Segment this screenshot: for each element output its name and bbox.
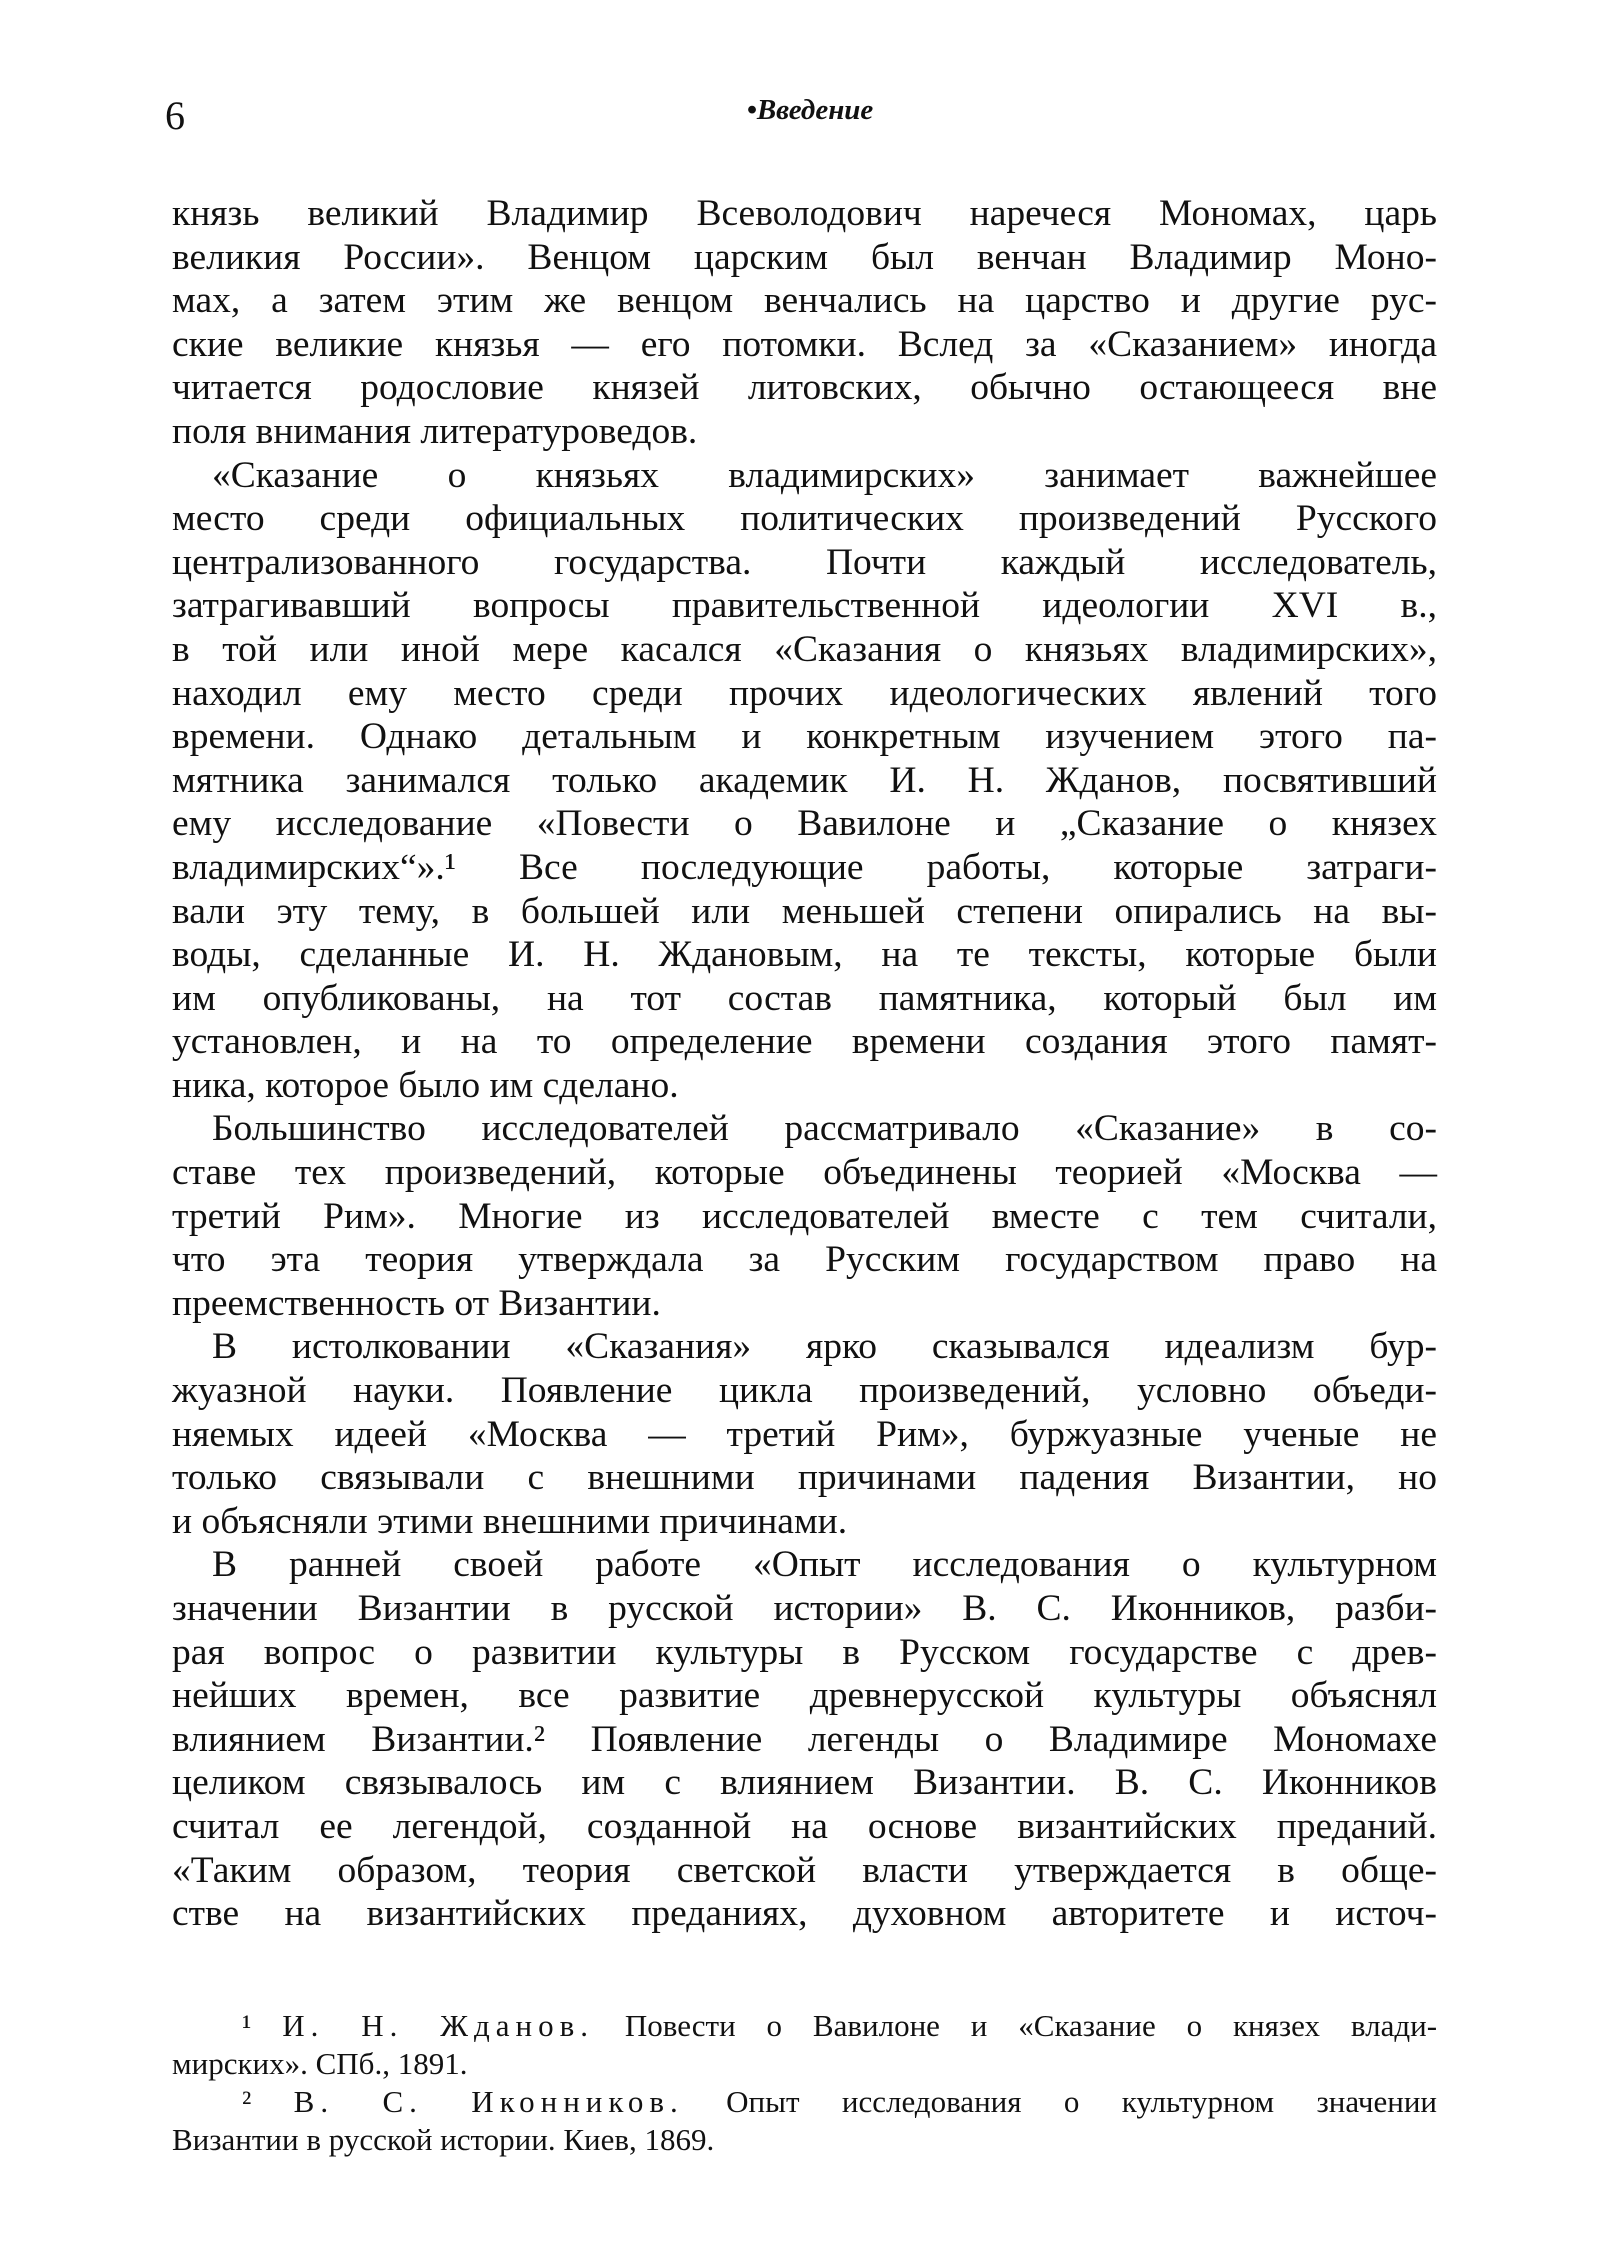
text-line: В ранней своей работе «Опыт исследования о культурном (212, 1544, 1437, 1586)
text-line: В истолковании «Сказания» ярко сказывался идеализм бур- (212, 1326, 1437, 1368)
running-head: •Введение (746, 94, 874, 126)
footnote-1 (172, 2007, 1437, 2083)
paragraph-5 (172, 1543, 1437, 1935)
text-line: мах, а затем этим же венцом венчались на царство и другие рус- (172, 280, 1437, 322)
text-line: им опубликованы, на тот состав памятника, который был им (172, 977, 1437, 1019)
text-line: «Сказание о князьях владимирских» занимает важнейшее (212, 454, 1437, 496)
paragraph-1 (172, 192, 1437, 454)
footnote-author: В. С. Иконников. (293, 2084, 684, 2119)
footnote-text: Повести о Вавилоне и «Сказание о князех влади- (624, 2008, 1438, 2043)
footnote-marker: ¹ (242, 2008, 252, 2043)
text-line: централизованного государства. Почти каждый исследователь, (172, 541, 1437, 583)
text-line: преемственность от Византии. (172, 1282, 661, 1324)
page-number: 6 (165, 93, 185, 138)
footnotes (172, 2007, 1437, 2159)
paragraph-4 (172, 1325, 1437, 1543)
text-line: стве на византийских преданиях, духовном авторитете и источ- (172, 1893, 1437, 1935)
text-line: влиянием Византии.² Появление легенды о Владимире Мономахе (172, 1718, 1437, 1760)
text-line: вали эту тему, в большей или меньшей степени опирались на вы- (172, 890, 1437, 932)
text-line: в той или иной мере касался «Сказания о князьях владимирских», (172, 628, 1437, 670)
text-line: что эта теория утверждала за Русским государством право на (172, 1239, 1437, 1281)
text-line: ские великие князья — его потомки. Вслед за «Сказанием» иногда (172, 323, 1437, 365)
footnote-line: мирских». СПб., 1891. (172, 2046, 468, 2081)
text-line: читается родословие князей литовских, обычно остающееся вне (172, 367, 1437, 409)
text-line: находил ему место среди прочих идеологических явлений того (172, 672, 1437, 714)
text-line: владимирских“».¹ Все последующие работы, которые затраги- (172, 846, 1437, 888)
text-line: целиком связывалось им с влиянием Византии. В. С. Иконников (172, 1762, 1437, 1804)
body-text (172, 192, 1437, 1936)
text-line: считал ее легендой, созданной на основе византийских преданий. (172, 1805, 1437, 1847)
text-line: воды, сделанные И. Н. Ждановым, на те тексты, которые были (172, 934, 1437, 976)
text-line: поля внимания литературоведов. (172, 410, 698, 452)
text-line: жуазной науки. Появление цикла произведений, условно объеди- (172, 1370, 1437, 1412)
paragraph-2 (172, 454, 1437, 1108)
text-line: третий Рим». Многие из исследователей вместе с тем считали, (172, 1195, 1437, 1237)
text-line: место среди официальных политических произведений Русского (172, 498, 1437, 540)
text-line: и объясняли этими внешними причинами. (172, 1500, 848, 1542)
footnote-marker: ² (242, 2084, 252, 2119)
text-line: няемых идеей «Москва — третий Рим», буржуазные ученые не (172, 1413, 1437, 1455)
footnote-line (172, 2007, 1437, 2045)
footnote-line: Византии в русской истории. Киев, 1869. (172, 2122, 715, 2157)
text-line: ника, которое было им сделано. (172, 1064, 679, 1106)
text-line: мятника занимался только академик И. Н. Жданов, посвятивший (172, 759, 1437, 801)
footnote-2 (172, 2083, 1437, 2159)
footnote-text: Опыт исследования о культурном значении (726, 2084, 1438, 2119)
text-line: «Таким образом, теория светской власти утверждается в обще- (172, 1849, 1437, 1891)
text-line: только связывали с внешними причинами падения Византии, но (172, 1457, 1437, 1499)
text-line: значении Византии в русской истории» В. С. Иконников, разби- (172, 1588, 1437, 1629)
text-line: времени. Однако детальным и конкретным изучением этого па- (172, 716, 1437, 758)
text-line: Большинство исследователей рассматривало «Сказание» в со- (212, 1108, 1437, 1150)
footnote-line (172, 2083, 1437, 2121)
text-line: князь великий Владимир Всеволодович наречеся Мономах, царь (172, 193, 1437, 234)
text-line: ставе тех произведений, которые объединены теорией «Москва — (172, 1152, 1437, 1194)
footnote-author: И. Н. Жданов. (282, 2008, 595, 2043)
paragraph-3 (172, 1107, 1437, 1325)
text-line: затрагивавший вопросы правительственной идеологии XVI в., (172, 585, 1437, 627)
text-line: нейших времен, все развитие древнерусской культуры объяснял (172, 1675, 1437, 1717)
text-line: великия России». Венцом царским был венчан Владимир Моно- (172, 236, 1437, 278)
text-line: ему исследование «Повести о Вавилоне и „Сказание о князех (172, 803, 1437, 845)
text-line: установлен, и на то определение времени создания этого памят- (172, 1021, 1437, 1063)
text-line: рая вопрос о развитии культуры в Русском государстве с древ- (172, 1631, 1437, 1673)
